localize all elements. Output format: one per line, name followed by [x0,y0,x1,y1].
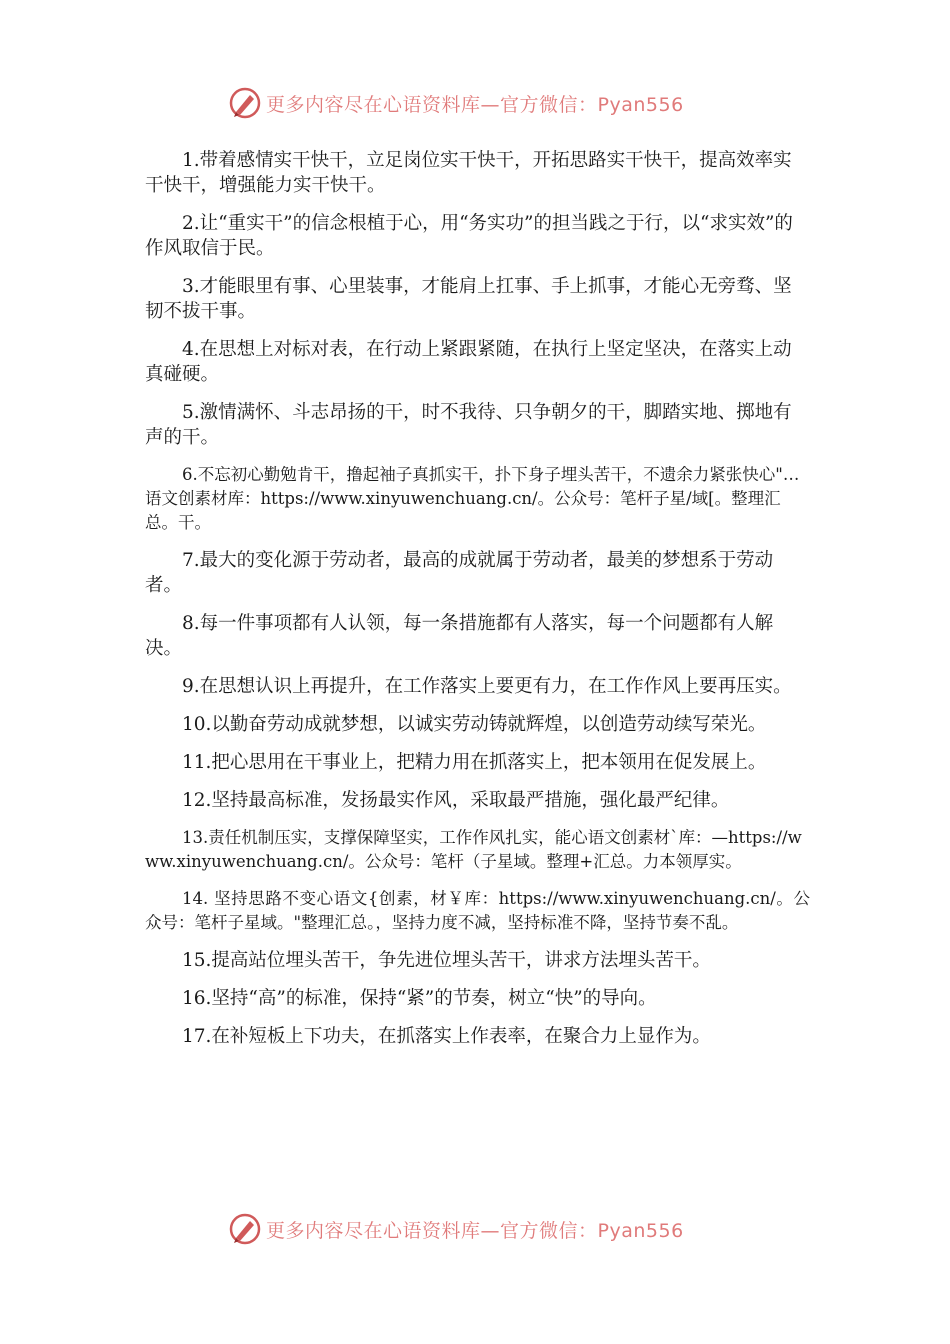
paragraph-3: 3.才能眼里有事、心里装事，才能肩上扛事、手上抓事，才能心无旁骛、坚韧不拔干事。 [145,276,792,322]
paragraph-13: 13.责任机制压实，支撑保障坚实，工作作风扎实，能心语文创素材`库：—https://www.xinyuwenchuang.cn/。公众号：笔杆（子星域。整理+汇总。力本领厚实。 [145,828,802,871]
paragraph-14: 14. 坚持思路不变心语文{创素，材￥库：https://www.xinyuwenchuang.cn/。公众号：笔杆子星域。"整理汇总。，坚持力度不减，坚持标准不降，坚持节奏不乱。 [145,889,810,932]
paragraph-5: 5.激情满怀、斗志昂扬的干，时不我待、只争朝夕的干，脚踏实地、掷地有声的干。 [145,402,792,448]
paragraph-7: 7.最大的变化源于劳动者，最高的成就属于劳动者，最美的梦想系于劳动者。 [145,550,774,596]
paragraph-10: 10.以勤奋劳动成就梦想，以诚实劳动铸就辉煌，以创造劳动续写荣光。 [182,714,767,735]
paragraph-9: 9.在思想认识上再提升，在工作落实上要更有力，在工作作风上要再压实。 [182,676,792,697]
paragraph-17: 17.在补短板上下功夫，在抓落实上作表率，在聚合力上显作为。 [182,1026,711,1047]
paragraph-16: 16.坚持“高”的标准，保持“紧”的节奏，树立“快”的导向。 [182,988,657,1009]
banner-text: 更多内容尽在心语资料库—官方微信：Pyan556 [266,1219,684,1242]
paragraph-1: 1.带着感情实干快干，立足岗位实干快干，开拓思路实干快干，提高效率实干快干，增强能力实干快干。 [145,150,792,196]
paragraph-4: 4.在思想上对标对表，在行动上紧跟紧随，在执行上坚定坚决，在落实上动真碰硬。 [145,339,792,385]
pen-logo-icon [228,86,262,120]
paragraph-15: 15.提高站位埋头苦干，争先进位埋头苦干，讲求方法埋头苦干。 [182,950,711,971]
paragraph-12: 12.坚持最高标准，发扬最实作风，采取最严措施，强化最严纪律。 [182,790,730,811]
pen-logo-icon [228,1212,262,1246]
paragraph-6: 6.不忘初心勤勉肯干，撸起袖子真抓实干，扑下身子埋头苦干，不遗余力紧张快心"…语文创素材库：https://www.xinyuwenchuang.cn/。公众号：笔杆子星/域[。整理汇总。干。 [145,465,800,532]
header-banner [228,86,748,120]
paragraph-8: 8.每一件事项都有人认领，每一条措施都有人落实，每一个问题都有人解决。 [145,613,774,659]
document-body [145,148,810,1062]
paragraph-2: 2.让“重实干”的信念根植于心，用“务实功”的担当践之于行，以“求实效”的作风取信于民。 [145,213,793,259]
footer-banner [228,1212,748,1246]
paragraph-11: 11.把心思用在干事业上，把精力用在抓落实上，把本领用在促发展上。 [182,752,767,773]
banner-text: 更多内容尽在心语资料库—官方微信：Pyan556 [266,93,684,116]
